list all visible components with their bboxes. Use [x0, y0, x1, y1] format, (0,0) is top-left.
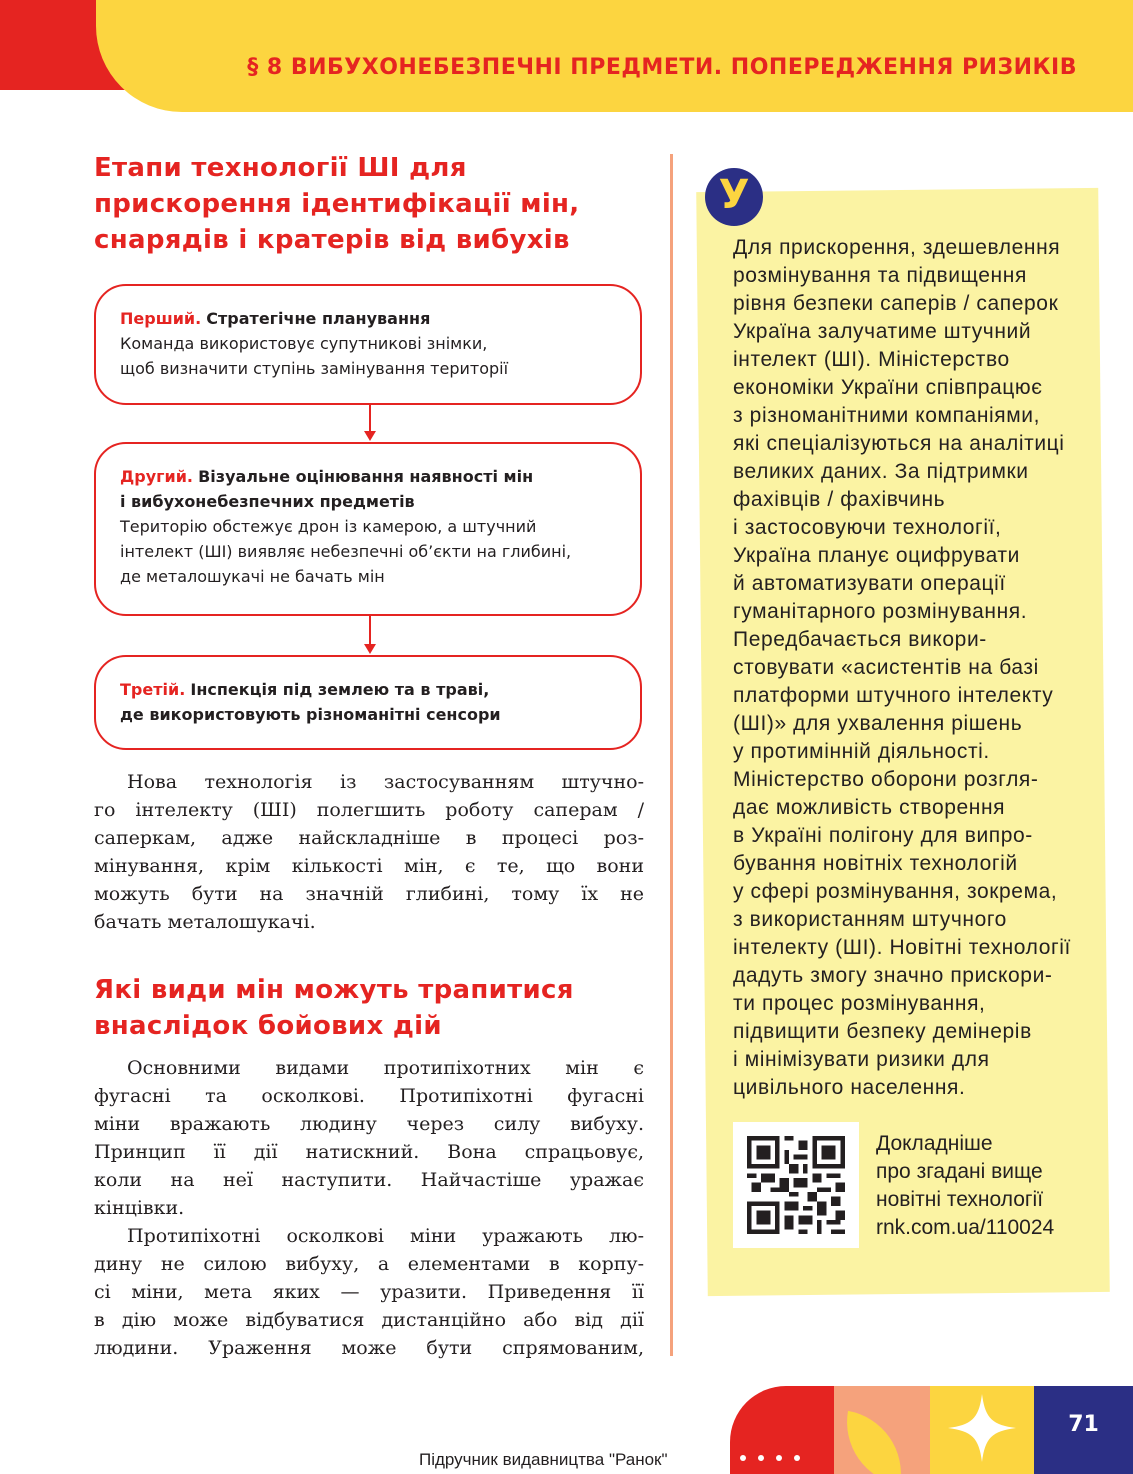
heading-line: прискорення ідентифікації мін, — [94, 189, 580, 219]
chapter-title: § 8 ВИБУХОНЕБЕЗПЕЧНІ ПРЕДМЕТИ. ПОПЕРЕДЖЕННЯ РИЗИКІВ — [247, 55, 1077, 80]
note-line: ти процес розмінування, — [733, 992, 986, 1015]
sidebar-note-text — [733, 234, 1093, 1102]
flow-arrow — [364, 405, 376, 441]
note-line: підвищити безпеку демінерів — [733, 1020, 1032, 1043]
column-divider — [670, 154, 673, 1356]
note-line: Україна планує оцифрувати — [733, 544, 1020, 567]
note-line: в Україні полігону для випро- — [733, 824, 1033, 847]
note-line: гуманітарного розмінування. — [733, 600, 1028, 623]
paragraph-line: мінування, крім кількості мін, є те, що вони — [94, 855, 644, 877]
note-badge-icon: У — [705, 168, 763, 226]
note-line: інтелект (ШІ). Міністерство — [733, 348, 1010, 371]
paragraph-line: в дію може відбуватися дистанційно або від дії — [94, 1309, 644, 1331]
step-box-second — [94, 442, 642, 616]
heading-line: Етапи технології ШІ для — [94, 153, 467, 183]
paragraph-line: го інтелекту (ШІ) полегшить роботу саперам / — [94, 799, 644, 821]
publisher-credit: Підручник видавництва "Ранок" — [419, 1450, 668, 1469]
paragraph-line: фугасні та осколкові. Протипіхотні фугасні — [94, 1085, 644, 1107]
note-line: і застосовуючи технології, — [733, 516, 1002, 539]
note-line: з використанням штучного — [733, 908, 1007, 931]
note-line: Міністерство оборони розгля- — [733, 768, 1039, 791]
body-paragraph-fragmentation-mines — [94, 1222, 644, 1362]
paragraph-line: міни вражають людину через силу вибуху. — [94, 1113, 644, 1135]
note-line: розмінування та підвищення — [733, 264, 1027, 287]
qr-link[interactable]: rnk.com.ua/110024 — [876, 1216, 1055, 1239]
step-text: щоб визначити ступінь замінування території — [120, 359, 509, 378]
qr-caption — [876, 1130, 1054, 1242]
paragraph-line: сі міни, мета яких — уразити. Приведення її — [94, 1281, 644, 1303]
paragraph-line: людини. Ураження може бути спрямованим, — [94, 1337, 644, 1359]
flow-arrow — [364, 616, 376, 654]
note-line: і мінімізувати ризики для — [733, 1048, 990, 1071]
paragraph-line: бачать металошукачі. — [94, 911, 316, 933]
qr-caption-line: Докладніше — [876, 1132, 993, 1155]
step-label: Другий. — [120, 467, 193, 486]
step-title: Стратегічне планування — [206, 309, 431, 328]
note-line: великих даних. За підтримки — [733, 460, 1029, 483]
page-number: 71 — [1068, 1412, 1099, 1437]
step-box-third — [94, 655, 642, 750]
note-line: дадуть змогу значно прискори- — [733, 964, 1053, 987]
note-line: цивільного населення. — [733, 1076, 966, 1099]
paragraph-line: можуть бути на значній глибині, тому їх не — [94, 883, 644, 905]
paragraph-line: Принцип її дії натискний. Вона спрацьовує, — [94, 1141, 644, 1163]
paragraph-line: саперкам, адже найскладніше в процесі роз- — [94, 827, 644, 849]
section-heading-mine-types — [94, 972, 574, 1044]
note-line: (ШІ)» для ухвалення рішень — [733, 712, 1023, 735]
note-line: інтелекту (ШІ). Новітні технології — [733, 936, 1071, 959]
step-text: інтелект (ШІ) виявляє небезпечні об’єкти на глибині, — [120, 542, 572, 561]
qr-code-icon — [747, 1136, 845, 1234]
heading-line: Які види мін можуть трапитися — [94, 975, 574, 1005]
sparkle-star-icon — [948, 1394, 1016, 1462]
note-line: платформи штучного інтелекту — [733, 684, 1054, 707]
paragraph-line: дину не силою вибуху, а елементами в корпу- — [94, 1253, 644, 1275]
paragraph-line: коли на неї наступити. Найчастіше уражає — [94, 1169, 644, 1191]
body-paragraph-new-technology — [94, 768, 644, 936]
paragraph-line: кінцівки. — [94, 1197, 185, 1219]
dots-icon — [740, 1446, 812, 1465]
paragraph-line: Основними видами протипіхотних мін є — [127, 1057, 644, 1079]
paragraph-line: Протипіхотні осколкові міни уражають лю- — [127, 1225, 644, 1247]
note-line: стовувати «асистентів на базі — [733, 656, 1039, 679]
note-line: у сфері розмінування, зокрема, — [733, 880, 1058, 903]
step-label: Третій. — [120, 680, 186, 699]
step-label: Перший. — [120, 309, 202, 328]
note-line: рівня безпеки саперів / саперок — [733, 292, 1059, 315]
step-title: де використовують різноманітні сенсори — [120, 705, 501, 724]
heading-line: снарядів і кратерів від вибухів — [94, 225, 570, 255]
step-title: Візуальне оцінювання наявності мін — [198, 467, 534, 486]
note-line: економіки України співпрацює — [733, 376, 1043, 399]
step-title: Інспекція під землею та в траві, — [190, 680, 490, 699]
note-line: з різноманітними компаніями, — [733, 404, 1041, 427]
step-text: Команда використовує супутникові знімки, — [120, 334, 488, 353]
step-text: де металошукачі не бачать мін — [120, 567, 385, 586]
note-line: бування новітніх технологій — [733, 852, 1018, 875]
qr-caption-line: про згадані вище — [876, 1160, 1043, 1183]
note-line: Для прискорення, здешевлення — [733, 236, 1061, 259]
step-title: і вибухонебезпечних предметів — [120, 492, 415, 511]
heading-line: внаслідок бойових дій — [94, 1011, 442, 1041]
note-line: й автоматизувати операції — [733, 572, 1006, 595]
qr-caption-line: новітні технології — [876, 1188, 1044, 1211]
qr-code[interactable] — [733, 1122, 859, 1248]
note-line: у протимінній діяльності. — [733, 740, 990, 763]
note-line: дає можливість створення — [733, 796, 1006, 819]
paragraph-line: Нова технологія із застосуванням штучно- — [127, 771, 644, 793]
note-line: Передбачається викори- — [733, 628, 987, 651]
section-heading-ai-stages — [94, 150, 579, 258]
note-line: фахівців / фахівчинь — [733, 488, 946, 511]
step-box-first — [94, 284, 642, 405]
body-paragraph-blast-mines — [94, 1054, 644, 1222]
note-line: Україна залучатиме штучний — [733, 320, 1032, 343]
note-line: які спеціалізуються на аналітиці — [733, 432, 1065, 455]
step-text: Територію обстежує дрон із камерою, а штучний — [120, 517, 537, 536]
